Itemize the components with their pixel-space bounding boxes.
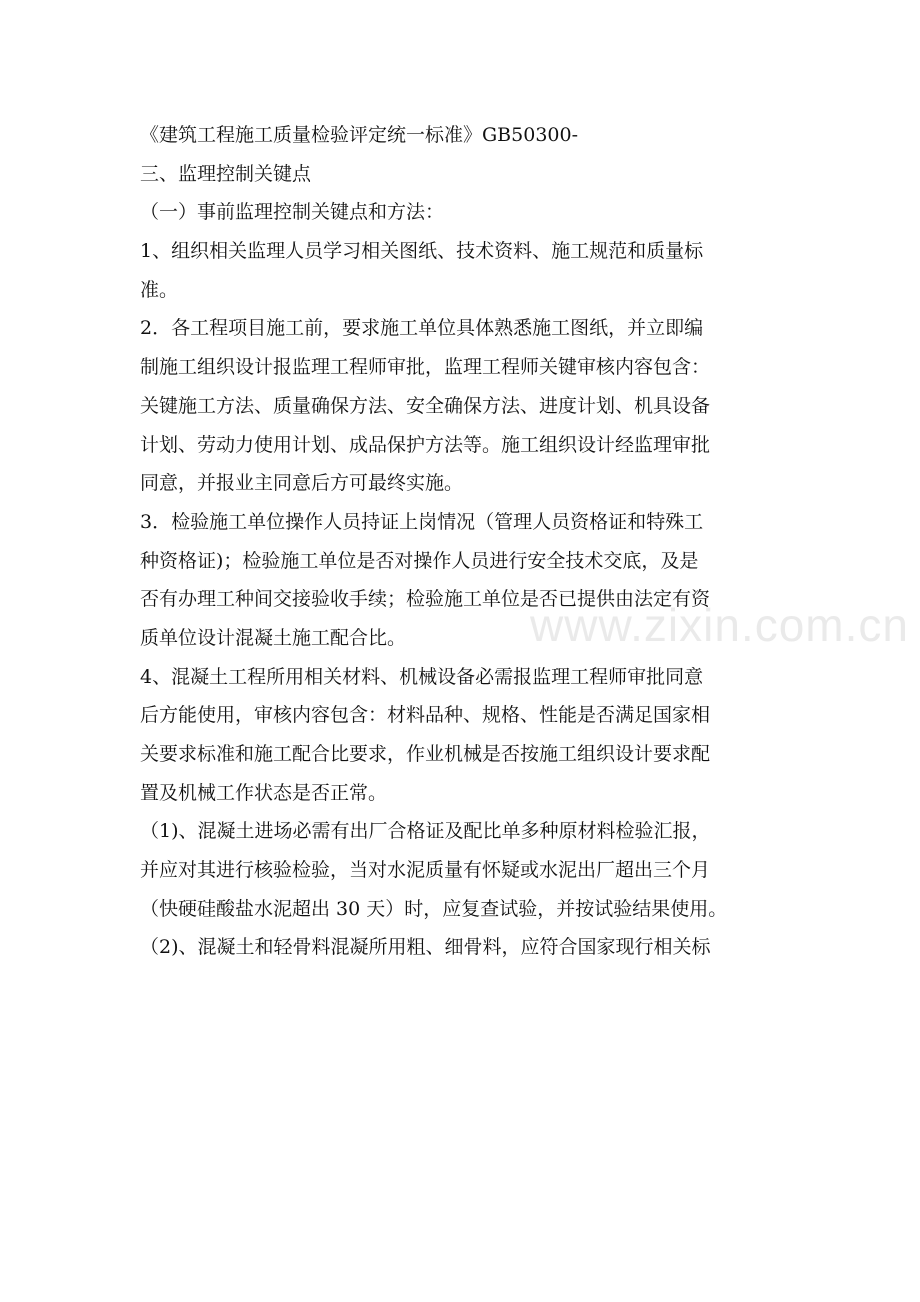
paragraph-line: 关要求标准和施工配合比要求，作业机械是否按施工组织设计要求配 [140,743,711,765]
paragraph-line: 后方能使用，审核内容包含：材料品种、规格、性能是否满足国家相 [140,704,711,727]
paragraph-line: 4、混凝土工程所用相关材料、机械设备必需报监理工程师审批同意 [140,665,704,688]
paragraph-line: 1、组织相关监理人员学习相关图纸、技术资料、施工规范和质量标 [140,240,704,263]
paragraph-line: 质单位设计混凝土施工配合比。 [140,626,407,649]
watermark: www.zixin.com.cn [530,599,909,651]
paragraph-line: （2)、混凝土和轻骨料混凝所用粗、细骨料，应符合国家现行相关标 [140,936,711,959]
paragraph-line: （1)、混凝土进场必需有出厂合格证及配比单多种原材料检验汇报， [140,820,711,843]
paragraph-line: 计划、劳动力使用计划、成品保护方法等。施工组织设计经监理审批 [140,433,711,456]
document-body [140,116,785,967]
paragraph-line: 否有办理工种间交接验收手续；检验施工单位是否已提供由法定有资 [140,588,711,611]
standard-reference-line: 《建筑工程施工质量检验评定统一标准》GB50300- [140,124,579,146]
section-heading: 三、监理控制关键点 [140,162,312,185]
paragraph-line: 3．检验施工单位操作人员持证上岗情况（管理人员资格证和特殊工 [140,510,704,533]
paragraph-line: 准。 [140,278,179,301]
paragraph-line: （快硬硅酸盐水泥超出 30 天）时，应复查试验，并按试验结果使用。 [140,897,728,920]
paragraph-line: 同意，并报业主同意后方可最终实施。 [140,472,464,495]
paragraph-line: 并应对其进行核验检验，当对水泥质量有怀疑或水泥出厂超出三个月 [140,859,711,882]
paragraph-line: 制施工组织设计报监理工程师审批，监理工程师关键审核内容包含： [140,356,711,379]
paragraph-line: 关键施工方法、质量确保方法、安全确保方法、进度计划、机具设备 [140,394,711,417]
subsection-heading: （一）事前监理控制关键点和方法： [140,201,445,224]
paragraph-line: 2．各工程项目施工前，要求施工单位具体熟悉施工图纸，并立即编 [140,317,704,340]
paragraph-line: 种资格证)；检验施工单位是否对操作人员进行安全技术交底，及是 [140,549,699,572]
paragraph-line: 置及机械工作状态是否正常。 [140,781,388,804]
